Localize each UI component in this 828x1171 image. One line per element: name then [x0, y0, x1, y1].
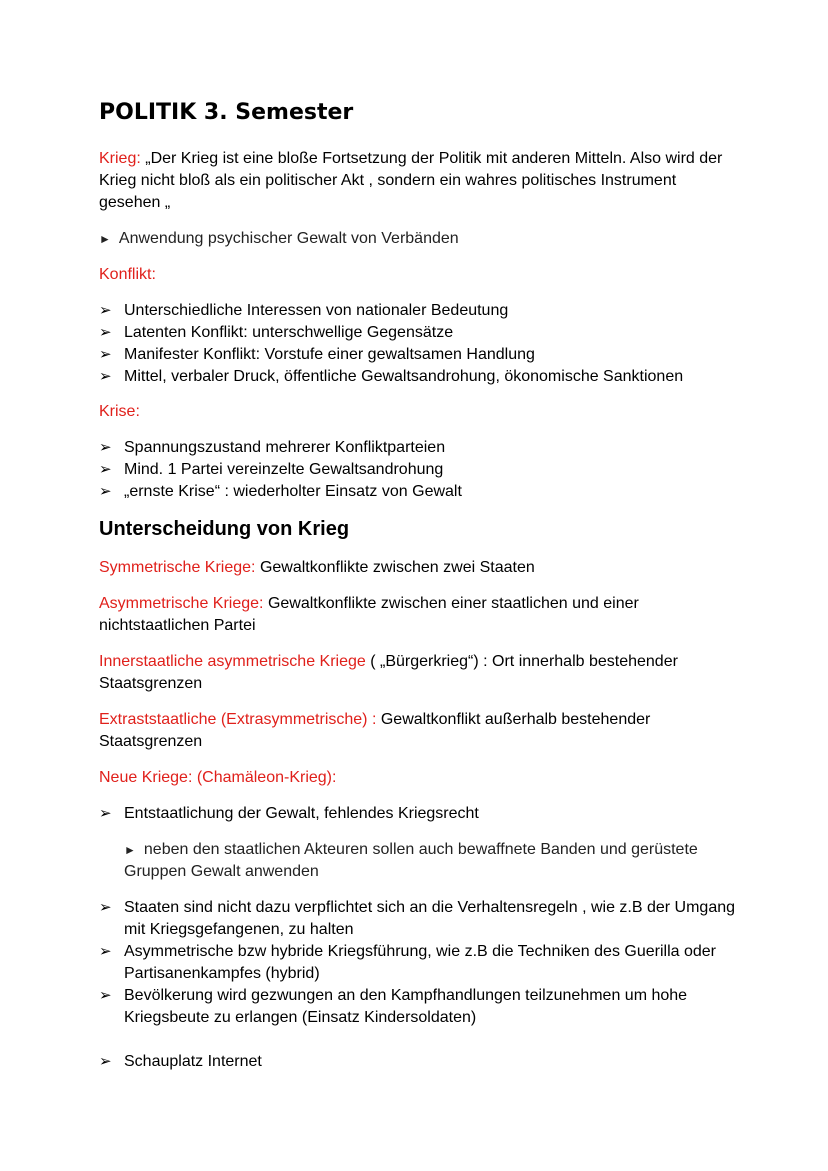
- arrowhead-bullet-icon: ➢: [99, 483, 112, 500]
- list-item: [99, 322, 744, 344]
- symmetrische-label: Symmetrische Kriege:: [99, 559, 256, 576]
- list-item-text: Mittel, verbaler Druck, öffentliche Gewaltsandrohung, ökonomische Sanktionen: [124, 368, 684, 385]
- list-item-text: Asymmetrische bzw hybride Kriegsführung, wie z.B die Techniken des Guerilla oder Partisanenkampfes (hybrid): [124, 943, 716, 982]
- krieg-definition: [99, 148, 739, 214]
- list-item: [99, 459, 744, 481]
- neue-kriege-list-3: [99, 1051, 744, 1073]
- list-item: [99, 1051, 744, 1073]
- krieg-quote: „Der Krieg ist eine bloße Fortsetzung der Politik mit anderen Mitteln. Also wird der Krieg nicht bloß als ein politischer Akt , sondern ein wahres politisches Instrument gesehen „: [99, 150, 723, 211]
- extrastaatliche-label: Extraststaatliche (Extrasymmetrische) :: [99, 711, 377, 728]
- arrowhead-bullet-icon: ➢: [99, 461, 112, 478]
- arrowhead-bullet-icon: ➢: [99, 368, 112, 385]
- konflikt-label: Konflikt:: [99, 266, 156, 283]
- konflikt-list: [99, 300, 744, 388]
- arrowhead-bullet-icon: ➢: [99, 987, 112, 1004]
- list-item: [99, 897, 744, 941]
- triangle-pointer-icon: ►: [124, 843, 136, 857]
- list-item-text: Mind. 1 Partei vereinzelte Gewaltsandrohung: [124, 461, 444, 478]
- sub-note-text: neben den staatlichen Akteuren sollen auch bewaffnete Banden und gerüstete Gruppen Gewalt anwenden: [124, 841, 698, 880]
- list-item: [99, 481, 744, 503]
- arrowhead-bullet-icon: ➢: [99, 1053, 112, 1070]
- innerstaatliche-text: ( „Bürgerkrieg“) : Ort innerhalb bestehender Staatsgrenzen: [99, 653, 678, 692]
- krieg-note: [99, 228, 739, 250]
- neue-kriege-list-1: [99, 803, 744, 825]
- arrowhead-bullet-icon: ➢: [99, 805, 112, 822]
- extrastaatliche-kriege: [99, 709, 699, 753]
- neue-kriege-list-2: [99, 897, 744, 1029]
- list-item: [99, 437, 744, 459]
- krieg-note-text: Anwendung psychischer Gewalt von Verbänden: [118, 230, 459, 247]
- list-item: [99, 985, 744, 1029]
- krieg-label: Krieg:: [99, 150, 141, 167]
- list-item: [99, 803, 744, 825]
- arrowhead-bullet-icon: ➢: [99, 943, 112, 960]
- section-heading: Unterscheidung von Krieg: [99, 518, 350, 540]
- krise-list: [99, 437, 744, 503]
- list-item-text: Unterschiedliche Interessen von nationaler Bedeutung: [124, 302, 509, 319]
- symmetrische-text: Gewaltkonflikte zwischen zwei Staaten: [255, 559, 535, 576]
- list-item-text: Latenten Konflikt: unterschwellige Gegensätze: [124, 324, 454, 341]
- arrowhead-bullet-icon: ➢: [99, 302, 112, 319]
- arrowhead-bullet-icon: ➢: [99, 439, 112, 456]
- symmetrische-kriege: [99, 557, 739, 579]
- asymmetrische-text: Gewaltkonflikte zwischen einer staatlichen und einer nichtstaatlichen Partei: [99, 595, 639, 634]
- neue-kriege-label: Neue Kriege: (Chamäleon-Krieg):: [99, 769, 337, 786]
- list-item-text: Bevölkerung wird gezwungen an den Kampfhandlungen teilzunehmen um hohe Kriegsbeute zu erlangen (Einsatz Kindersoldaten): [124, 987, 688, 1026]
- list-item-text: Staaten sind nicht dazu verpflichtet sich an die Verhaltensregeln , wie z.B der Umgang mit Kriegsgefangenen, zu halten: [124, 899, 736, 938]
- page-title: POLITIK 3. Semester: [99, 100, 354, 125]
- list-item: [99, 344, 744, 366]
- neue-kriege-sub-note: [124, 839, 734, 883]
- arrowhead-bullet-icon: ➢: [99, 899, 112, 916]
- list-item: [99, 941, 744, 985]
- asymmetrische-label: Asymmetrische Kriege:: [99, 595, 264, 612]
- list-item: [99, 300, 744, 322]
- arrowhead-bullet-icon: ➢: [99, 324, 112, 341]
- innerstaatliche-kriege: [99, 651, 719, 695]
- krise-label: Krise:: [99, 403, 140, 420]
- triangle-pointer-icon: ►: [99, 232, 111, 246]
- list-item-text: Spannungszustand mehrerer Konfliktparteien: [124, 439, 446, 456]
- extrastaatliche-text: Gewaltkonflikt außerhalb bestehender Staatsgrenzen: [99, 711, 651, 750]
- list-item-text: Schauplatz Internet: [124, 1053, 262, 1070]
- arrowhead-bullet-icon: ➢: [99, 346, 112, 363]
- asymmetrische-kriege: [99, 593, 699, 637]
- list-item-text: Entstaatlichung der Gewalt, fehlendes Kriegsrecht: [124, 805, 479, 822]
- list-item-text: Manifester Konflikt: Vorstufe einer gewaltsamen Handlung: [124, 346, 535, 363]
- list-item: [99, 366, 744, 388]
- list-item-text: „ernste Krise“ : wiederholter Einsatz von Gewalt: [124, 483, 462, 500]
- innerstaatliche-label: Innerstaatliche asymmetrische Kriege: [99, 653, 366, 670]
